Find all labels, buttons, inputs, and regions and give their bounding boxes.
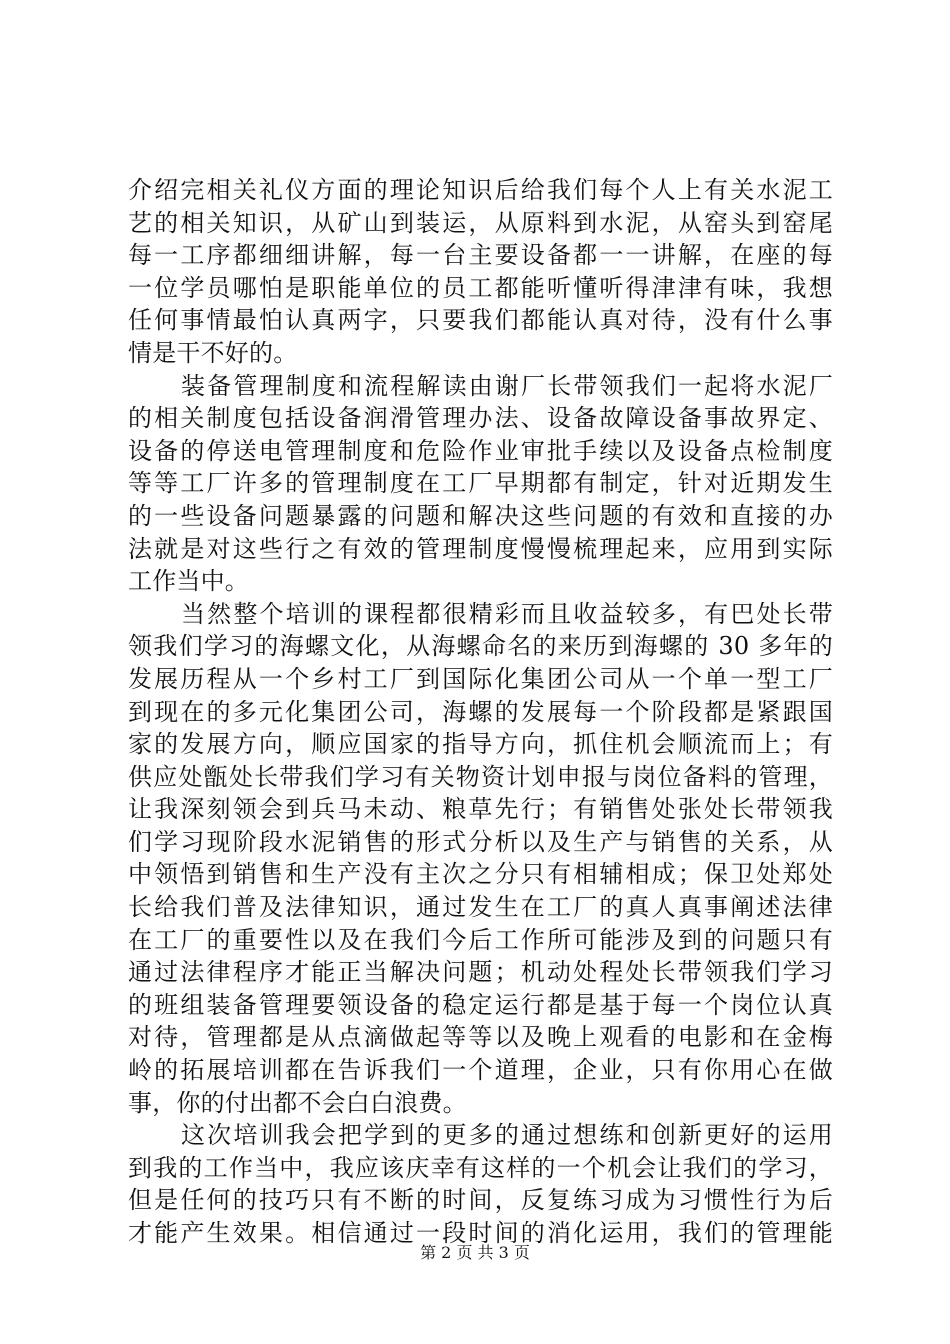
text-line: 长给我们普及法律知识，通过发生在工厂的真人真事阐述法律 (128, 893, 833, 922)
text-line: 供应处甑处长带我们学习有关物资计划申报与岗位备料的管理， (128, 762, 833, 791)
page-footer: 第 2 页 共 3 页 (420, 1243, 530, 1262)
text-line: 情是干不好的。 (128, 338, 298, 367)
text-line: 到现在的多元化集团公司，海螺的发展每一个阶段都是紧跟国 (128, 697, 833, 726)
text-line: 但是任何的技巧只有不断的时间，反复练习成为习惯性行为后 (128, 1186, 833, 1215)
text-line: 法就是对这些行之有效的管理制度慢慢梳理起来，应用到实际 (128, 534, 833, 563)
text-line: 装备管理制度和流程解读由谢厂长带领我们一起将水泥厂 (181, 371, 833, 400)
text-line: 的相关制度包括设备润滑管理办法、设备故障设备事故界定、 (128, 404, 833, 433)
text-line: 任何事情最怕认真两字，只要我们都能认真对待，没有什么事 (128, 306, 833, 335)
document-body (128, 174, 833, 1250)
text-line: 介绍完相关礼仪方面的理论知识后给我们每个人上有关水泥工 (128, 176, 833, 204)
text-line: 设备的停送电管理制度和危险作业审批手续以及设备点检制度 (128, 436, 833, 465)
text-line: 一位学员哪怕是职能单位的员工都能听懂听得津津有味，我想 (128, 273, 833, 302)
paragraph (128, 1119, 833, 1249)
text-line: 们学习现阶段水泥销售的形式分析以及生产与销售的关系，从 (128, 827, 833, 856)
text-line: 发展历程从一个乡村工厂到国际化集团公司从一个单一型工厂 (128, 664, 833, 693)
text-line: 中领悟到销售和生产没有主次之分只有相辅相成；保卫处郑处 (128, 860, 833, 889)
text-line: 当然整个培训的课程都很精彩而且收益较多，有巴处长带 (181, 599, 833, 628)
text-line: 通过法律程序才能正当解决问题；机动处程处长带领我们学习 (128, 958, 833, 987)
text-line: 领我们学习的海螺文化，从海螺命名的来历到海螺的 30 多年的 (128, 632, 833, 661)
text-line: 到我的工作当中，我应该庆幸有这样的一个机会让我们的学习， (128, 1153, 833, 1182)
text-line: 家的发展方向，顺应国家的指导方向，抓住机会顺流而上；有 (128, 730, 833, 759)
text-line: 在工厂的重要性以及在我们今后工作所可能涉及到的问题只有 (128, 925, 833, 954)
text-line: 艺的相关知识，从矿山到装运，从原料到水泥，从窑头到窑尾 (128, 208, 833, 237)
text-line: 这次培训我会把学到的更多的通过想练和创新更好的运用 (181, 1121, 833, 1150)
paragraph (128, 370, 833, 598)
text-line: 才能产生效果。相信通过一段时间的消化运用，我们的管理能 (128, 1219, 833, 1247)
text-line: 对待，管理都是从点滴做起等等以及晚上观看的电影和在金梅 (128, 1023, 833, 1052)
text-line: 让我深刻领会到兵马未动、粮草先行；有销售处张处长带领我 (128, 795, 833, 824)
text-line: 的班组装备管理要领设备的稳定运行都是基于每一个岗位认真 (128, 990, 833, 1019)
text-line: 的一些设备问题暴露的问题和解决这些问题的有效和直接的办 (128, 501, 833, 530)
text-line: 等等工厂许多的管理制度在工厂早期都有制定，针对近期发生 (128, 469, 833, 498)
text-line: 每一工序都细细讲解，每一台主要设备都一一讲解，在座的每 (128, 241, 833, 270)
text-line: 岭的拓展培训都在告诉我们一个道理，企业，只有你用心在做 (128, 1056, 833, 1085)
paragraph (128, 174, 833, 370)
text-line: 事，你的付出都不会白白浪费。 (128, 1088, 467, 1117)
text-line: 工作当中。 (128, 567, 249, 596)
paragraph (128, 598, 833, 1120)
